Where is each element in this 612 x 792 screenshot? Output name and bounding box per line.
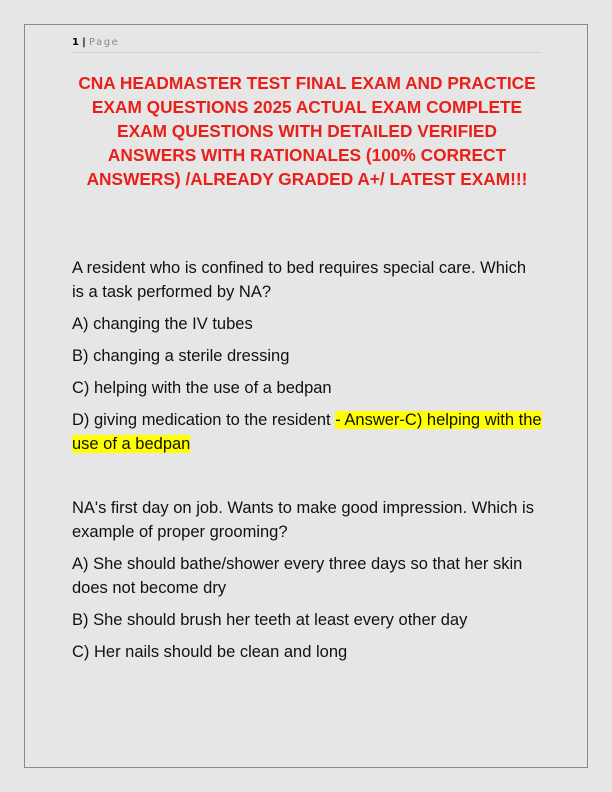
page-number: 1 bbox=[72, 37, 79, 48]
header-separator: | bbox=[82, 37, 86, 48]
question-1-option-a: A) changing the IV tubes bbox=[72, 315, 253, 333]
page-label: Page bbox=[89, 37, 120, 48]
question-2-option-b: B) She should brush her teeth at least every other day bbox=[72, 611, 468, 629]
question-1-option-d: D) giving medication to the resident bbox=[72, 411, 336, 429]
question-1-answer: - Answer-C) helping with the use of a bedpan bbox=[72, 411, 542, 453]
question-2-prompt: NA's first day on job. Wants to make good impression. Which is example of proper grooming? bbox=[72, 499, 534, 541]
page-header bbox=[72, 36, 542, 53]
question-spacer bbox=[72, 464, 542, 496]
document-title: CNA HEADMASTER TEST FINAL EXAM AND PRACTICE EXAM QUESTIONS 2025 ACTUAL EXAM COMPLETE EXAM QUESTIONS WITH DETAILED VERIFIED ANSWERS WITH RATIONALES (100% CORRECT ANSWERS) /ALREADY GRADED A+/ LATEST EXAM!!! bbox=[78, 73, 536, 189]
question-2-option-c: C) Her nails should be clean and long bbox=[72, 643, 348, 661]
question-2-option-a: A) She should bathe/shower every three days so that her skin does not become dry bbox=[72, 555, 523, 597]
question-1-option-d-with-answer bbox=[72, 408, 542, 456]
question-1-prompt: A resident who is confined to bed requires special care. Which is a task performed by NA? bbox=[72, 259, 526, 301]
question-1-option-b: B) changing a sterile dressing bbox=[72, 347, 290, 365]
document-body bbox=[72, 256, 542, 672]
question-1-option-c: C) helping with the use of a bedpan bbox=[72, 379, 332, 397]
